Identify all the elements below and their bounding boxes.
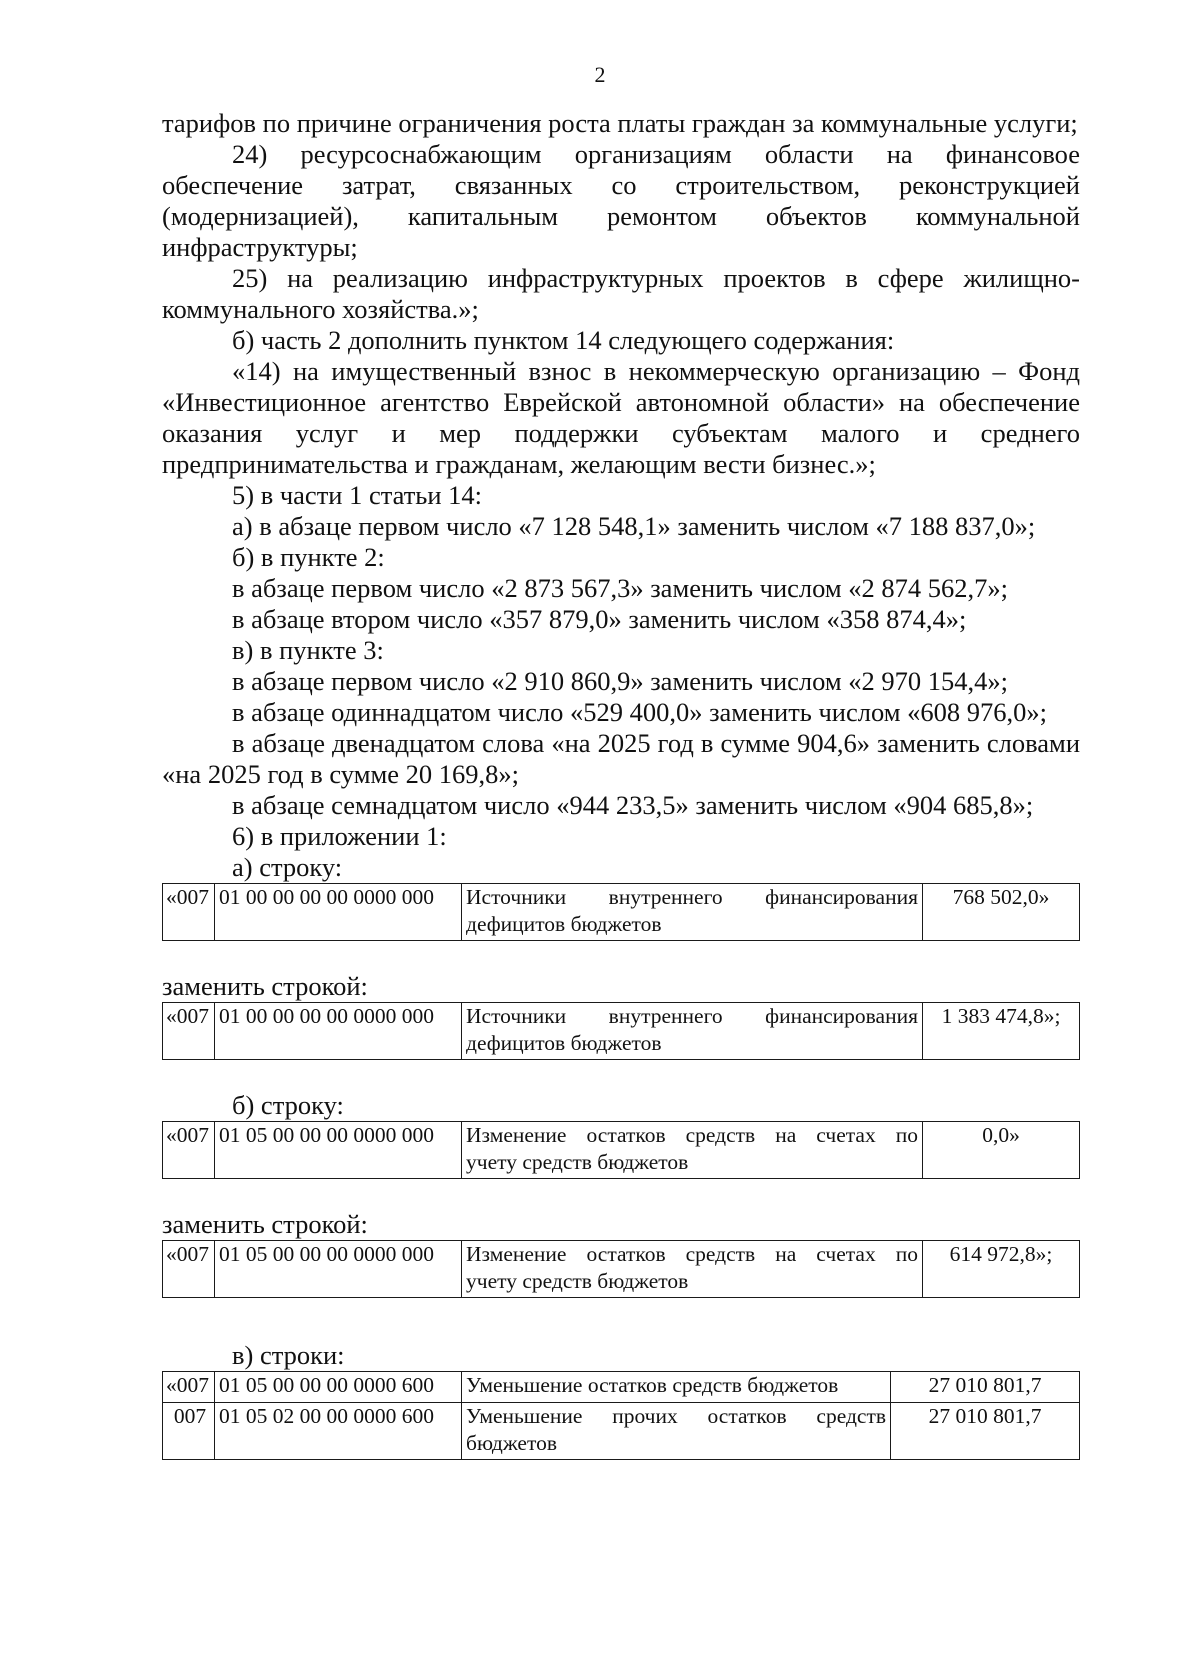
label-replace-1: заменить строкой: bbox=[162, 971, 368, 1001]
paragraph-item-25: 25) на реализацию инфраструктурных проектов в сфере жилищно-коммунального хозяйства.»; bbox=[162, 263, 1080, 324]
cell-name bbox=[462, 884, 923, 941]
paragraph-b: б) в пункте 2: bbox=[232, 542, 385, 572]
cell-sum: 27 010 801,7 bbox=[891, 1403, 1080, 1460]
cell-name-line2: учету средств бюджетов bbox=[466, 1269, 689, 1293]
table-b-replacement bbox=[162, 1240, 1080, 1298]
cell-name bbox=[462, 1003, 923, 1060]
cell-admin: 007 bbox=[163, 1403, 215, 1460]
cell-name-line1: Уменьшение прочих остатков средств bbox=[466, 1404, 886, 1428]
cell-name: Уменьшение остатков средств бюджетов bbox=[462, 1372, 891, 1403]
cell-admin: «007 bbox=[163, 1003, 215, 1060]
cell-name-line1: Изменение остатков средств на счетах по bbox=[466, 1123, 918, 1147]
cell-name-line2: учету средств бюджетов bbox=[466, 1150, 689, 1174]
cell-admin: «007 bbox=[163, 1241, 215, 1298]
table-row bbox=[163, 884, 1080, 941]
cell-sum: 768 502,0» bbox=[923, 884, 1080, 941]
paragraph-v-17: в абзаце семнадцатом число «944 233,5» заменить числом «904 685,8»; bbox=[232, 790, 1034, 820]
table-v-original bbox=[162, 1371, 1080, 1460]
cell-name-line1: Изменение остатков средств на счетах по bbox=[466, 1242, 918, 1266]
document-body bbox=[162, 108, 1080, 1460]
paragraph-continuation: тарифов по причине ограничения роста платы граждан за коммунальные услуги; bbox=[162, 108, 1078, 138]
cell-sum: 0,0» bbox=[923, 1122, 1080, 1179]
paragraph-v-12: в абзаце двенадцатом слова «на 2025 год в сумме 904,6» заменить словами «на 2025 год в сумме 20 169,8»; bbox=[162, 728, 1080, 789]
cell-admin: «007 bbox=[163, 1372, 215, 1403]
cell-name bbox=[462, 1122, 923, 1179]
cell-name-line1: Источники внутреннего финансирования bbox=[466, 885, 918, 909]
paragraph-appendix-1: 6) в приложении 1: bbox=[232, 821, 447, 851]
paragraph-part-2: б) часть 2 дополнить пунктом 14 следующего содержания: bbox=[232, 325, 895, 355]
cell-sum: 1 383 474,8»; bbox=[923, 1003, 1080, 1060]
cell-name bbox=[462, 1241, 923, 1298]
paragraph-b-2: в абзаце втором число «357 879,0» заменить числом «358 874,4»; bbox=[232, 604, 967, 634]
label-replace-2: заменить строкой: bbox=[162, 1209, 368, 1239]
table-row bbox=[163, 1241, 1080, 1298]
table-row bbox=[163, 1003, 1080, 1060]
cell-name-line2: дефицитов бюджетов bbox=[466, 912, 662, 936]
cell-admin: «007 bbox=[163, 884, 215, 941]
label-a-row: а) строку: bbox=[232, 852, 343, 882]
cell-code: 01 00 00 00 00 0000 000 bbox=[215, 1003, 462, 1060]
paragraph-v: в) в пункте 3: bbox=[232, 635, 384, 665]
paragraph-b-1: в абзаце первом число «2 873 567,3» заменить числом «2 874 562,7»; bbox=[232, 573, 1009, 603]
paragraph-a: а) в абзаце первом число «7 128 548,1» заменить числом «7 188 837,0»; bbox=[232, 511, 1036, 541]
cell-name-line1: Источники внутреннего финансирования bbox=[466, 1004, 918, 1028]
table-row bbox=[163, 1372, 1080, 1403]
cell-sum: 614 972,8»; bbox=[923, 1241, 1080, 1298]
table-a-original bbox=[162, 883, 1080, 941]
label-v-rows: в) строки: bbox=[232, 1340, 345, 1370]
paragraph-item-24: 24) ресурсоснабжающим организациям области на финансовое обеспечение затрат, связанных со строительством, реконструкцией (модернизацией), капитальным ремонтом объектов коммунальной инфраструктуры; bbox=[162, 139, 1080, 262]
cell-code: 01 05 00 00 00 0000 600 bbox=[215, 1372, 462, 1403]
table-row bbox=[163, 1403, 1080, 1460]
table-row bbox=[163, 1122, 1080, 1179]
cell-admin: «007 bbox=[163, 1122, 215, 1179]
paragraph-v-1: в абзаце первом число «2 910 860,9» заменить числом «2 970 154,4»; bbox=[232, 666, 1009, 696]
cell-code: 01 05 00 00 00 0000 000 bbox=[215, 1241, 462, 1298]
paragraph-article-14: 5) в части 1 статьи 14: bbox=[232, 480, 483, 510]
table-b-original bbox=[162, 1121, 1080, 1179]
page-number: 2 bbox=[594, 62, 606, 87]
cell-name-line2: дефицитов бюджетов bbox=[466, 1031, 662, 1055]
paragraph-item-14: «14) на имущественный взнос в некоммерческую организацию – Фонд «Инвестиционное агентство Еврейской автономной области» на обеспечение оказания услуг и мер поддержки субъектам малого и среднего предпринимательства и гражданам, желающим вести бизнес.»; bbox=[162, 356, 1080, 479]
cell-code: 01 00 00 00 00 0000 000 bbox=[215, 884, 462, 941]
label-b-row: б) строку: bbox=[232, 1090, 344, 1120]
cell-code: 01 05 02 00 00 0000 600 bbox=[215, 1403, 462, 1460]
cell-code: 01 05 00 00 00 0000 000 bbox=[215, 1122, 462, 1179]
cell-name bbox=[462, 1403, 891, 1460]
table-a-replacement bbox=[162, 1002, 1080, 1060]
cell-name-line2: бюджетов bbox=[466, 1431, 557, 1455]
cell-sum: 27 010 801,7 bbox=[891, 1372, 1080, 1403]
paragraph-v-11: в абзаце одиннадцатом число «529 400,0» заменить числом «608 976,0»; bbox=[232, 697, 1047, 727]
